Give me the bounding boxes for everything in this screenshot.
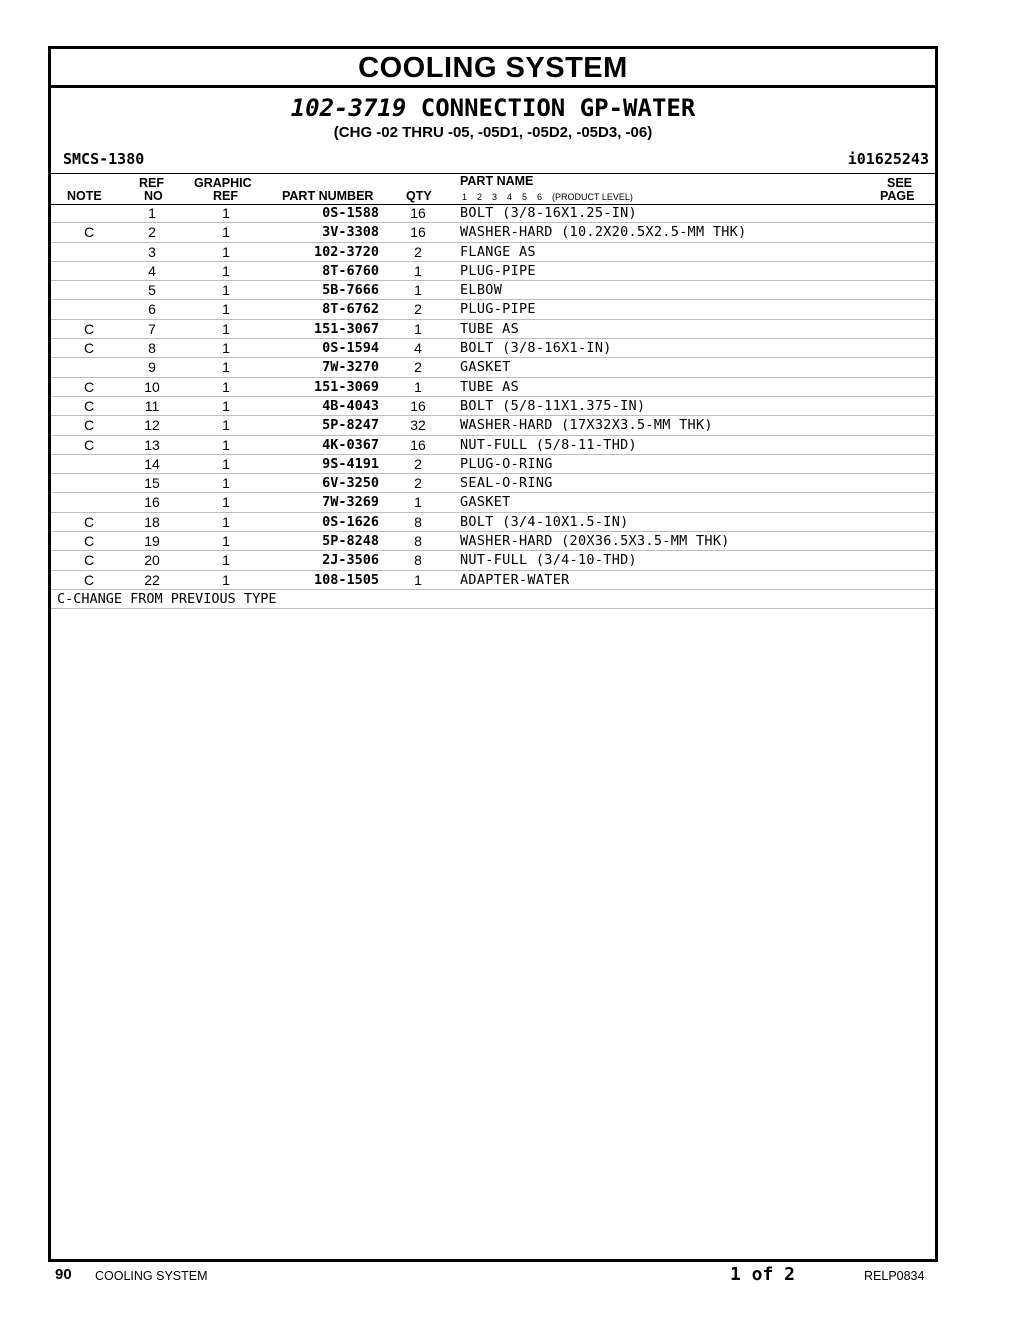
row-graphic-ref: 1	[222, 494, 230, 511]
footer-section: COOLING SYSTEM	[95, 1269, 208, 1283]
table-row	[51, 455, 935, 474]
row-part-number: 151-3069	[313, 378, 379, 395]
row-ref-no: 12	[144, 417, 160, 434]
row-ref-no: 20	[144, 552, 160, 569]
row-qty: 2	[414, 359, 422, 376]
row-ref-no: 5	[148, 282, 156, 299]
row-ref-no: 10	[144, 378, 160, 395]
row-qty: 1	[414, 320, 422, 337]
table-row	[51, 243, 935, 262]
row-part-name: SEAL-O-RING	[460, 475, 553, 492]
row-qty: 1	[414, 282, 422, 299]
row-ref-no: 4	[148, 262, 156, 279]
col-part-number: PART NUMBER	[282, 189, 374, 203]
col-product-level: 1 2 3 4 5 6 (PRODUCT LEVEL)	[462, 192, 633, 202]
row-ref-no: 19	[144, 533, 160, 550]
col-see-top: SEE	[887, 176, 913, 190]
row-qty: 1	[414, 262, 422, 279]
row-qty: 8	[414, 513, 422, 530]
row-ref-no: 18	[144, 513, 160, 530]
table-row	[51, 571, 935, 590]
row-graphic-ref: 1	[222, 552, 230, 569]
row-part-number: 2J-3506	[322, 552, 379, 569]
row-part-number: 7W-3270	[322, 359, 379, 376]
change-note: C-CHANGE FROM PREVIOUS TYPE	[51, 590, 935, 609]
row-qty: 16	[410, 397, 426, 414]
table-row	[51, 320, 935, 339]
row-part-number: 0S-1594	[322, 340, 379, 357]
row-note: C	[83, 571, 95, 588]
part-group-number: 102-3719	[290, 94, 407, 122]
row-part-name: BOLT (3/8-16X1.25-IN)	[460, 205, 637, 221]
row-part-number: 6V-3250	[322, 475, 379, 492]
row-note: C	[83, 397, 95, 414]
row-note: C	[83, 533, 95, 550]
part-group-heading	[51, 93, 935, 123]
row-note: C	[83, 320, 95, 337]
row-ref-no: 8	[148, 340, 156, 357]
row-part-name: WASHER-HARD (20X36.5X3.5-MM THK)	[460, 533, 730, 550]
row-qty: 16	[410, 224, 426, 241]
row-part-name: BOLT (5/8-11X1.375-IN)	[460, 397, 646, 414]
row-ref-no: 22	[144, 571, 160, 588]
col-see-bottom: PAGE	[880, 189, 915, 203]
row-qty: 4	[414, 340, 422, 357]
row-graphic-ref: 1	[222, 243, 230, 260]
applicability: (CHG -02 THRU -05, -05D1, -05D2, -05D3, -06)	[333, 124, 653, 141]
row-part-number: 151-3067	[313, 320, 379, 337]
row-part-number: 0S-1588	[322, 205, 379, 221]
row-graphic-ref: 1	[222, 475, 230, 492]
col-graphic-top: GRAPHIC	[194, 176, 252, 190]
row-graphic-ref: 1	[222, 224, 230, 241]
row-part-number: 4K-0367	[322, 436, 379, 453]
table-row	[51, 436, 935, 455]
table-row	[51, 397, 935, 416]
section-title: COOLING SYSTEM	[51, 49, 935, 88]
row-part-number: 5P-8247	[322, 417, 379, 434]
row-part-number: 5P-8248	[322, 533, 379, 550]
illustration-id: i01625243	[847, 150, 929, 168]
row-graphic-ref: 1	[222, 436, 230, 453]
col-ref-bottom: NO	[144, 189, 163, 203]
row-qty: 2	[414, 455, 422, 472]
row-graphic-ref: 1	[222, 320, 230, 337]
parts-table	[51, 204, 935, 609]
row-qty: 1	[414, 378, 422, 395]
row-part-number: 7W-3269	[322, 494, 379, 511]
col-graphic-bottom: REF	[213, 189, 238, 203]
row-note: C	[83, 417, 95, 434]
page-number: 90	[55, 1266, 72, 1283]
row-qty: 2	[414, 243, 422, 260]
row-part-name: PLUG-O-RING	[460, 455, 553, 472]
table-row	[51, 378, 935, 397]
row-note: C	[83, 378, 95, 395]
table-row	[51, 532, 935, 551]
row-qty: 32	[410, 417, 426, 434]
row-part-name: NUT-FULL (3/4-10-THD)	[460, 552, 637, 569]
table-row	[51, 513, 935, 532]
row-part-name: WASHER-HARD (10.2X20.5X2.5-MM THK)	[460, 224, 747, 241]
row-graphic-ref: 1	[222, 262, 230, 279]
table-row	[51, 281, 935, 300]
parts-table-body	[51, 204, 935, 590]
part-group-name: CONNECTION GP-WATER	[420, 94, 696, 122]
row-qty: 1	[414, 494, 422, 511]
row-graphic-ref: 1	[222, 359, 230, 376]
row-ref-no: 1	[148, 205, 156, 221]
row-part-name: WASHER-HARD (17X32X3.5-MM THK)	[460, 417, 713, 434]
table-row	[51, 551, 935, 570]
table-row	[51, 416, 935, 435]
row-part-number: 8T-6760	[322, 262, 379, 279]
row-part-name: PLUG-PIPE	[460, 262, 536, 279]
row-part-number: 8T-6762	[322, 301, 379, 318]
row-qty: 8	[414, 533, 422, 550]
row-part-name: BOLT (3/8-16X1-IN)	[460, 340, 612, 357]
row-ref-no: 11	[144, 397, 160, 414]
row-graphic-ref: 1	[222, 282, 230, 299]
row-ref-no: 14	[144, 455, 160, 472]
row-part-name: NUT-FULL (5/8-11-THD)	[460, 436, 637, 453]
page-footer	[0, 1262, 1020, 1292]
row-ref-no: 15	[144, 475, 160, 492]
row-graphic-ref: 1	[222, 301, 230, 318]
row-ref-no: 6	[148, 301, 156, 318]
row-note: C	[83, 552, 95, 569]
row-ref-no: 7	[148, 320, 156, 337]
table-row	[51, 223, 935, 242]
col-note: NOTE	[67, 189, 102, 203]
row-graphic-ref: 1	[222, 378, 230, 395]
row-note: C	[83, 436, 95, 453]
row-part-number: 108-1505	[313, 571, 379, 588]
row-ref-no: 3	[148, 243, 156, 260]
smcs-code: SMCS-1380	[63, 150, 145, 168]
row-part-number: 4B-4043	[322, 397, 379, 414]
table-row	[51, 300, 935, 319]
row-ref-no: 16	[144, 494, 160, 511]
row-graphic-ref: 1	[222, 340, 230, 357]
table-row	[51, 474, 935, 493]
row-graphic-ref: 1	[222, 417, 230, 434]
row-part-name: GASKET	[460, 359, 511, 376]
row-part-number: 9S-4191	[322, 455, 379, 472]
row-part-name: PLUG-PIPE	[460, 301, 536, 318]
table-row	[51, 339, 935, 358]
row-qty: 16	[410, 205, 426, 221]
row-part-name: ADAPTER-WATER	[460, 571, 570, 588]
row-qty: 8	[414, 552, 422, 569]
page-of: 1 of 2	[730, 1264, 796, 1285]
row-ref-no: 2	[148, 224, 156, 241]
col-part-name: PART NAME	[460, 174, 534, 188]
table-row	[51, 358, 935, 377]
row-part-name: TUBE AS	[460, 320, 519, 337]
row-ref-no: 9	[148, 359, 156, 376]
row-part-name: FLANGE AS	[460, 243, 536, 260]
row-qty: 16	[410, 436, 426, 453]
row-part-number: 102-3720	[313, 243, 379, 260]
row-graphic-ref: 1	[222, 397, 230, 414]
row-graphic-ref: 1	[222, 513, 230, 530]
row-part-name: BOLT (3/4-10X1.5-IN)	[460, 513, 629, 530]
row-part-name: ELBOW	[460, 282, 503, 299]
row-graphic-ref: 1	[222, 571, 230, 588]
row-part-number: 5B-7666	[322, 282, 379, 299]
row-graphic-ref: 1	[222, 455, 230, 472]
row-note: C	[83, 513, 95, 530]
row-qty: 2	[414, 301, 422, 318]
row-note: C	[83, 340, 95, 357]
row-part-name: TUBE AS	[460, 378, 519, 395]
col-ref-top: REF	[139, 176, 164, 190]
row-note: C	[83, 224, 95, 241]
table-row	[51, 262, 935, 281]
row-graphic-ref: 1	[222, 533, 230, 550]
row-part-name: GASKET	[460, 494, 511, 511]
col-qty: QTY	[406, 189, 432, 203]
row-graphic-ref: 1	[222, 205, 230, 221]
page-frame	[48, 46, 938, 1262]
row-part-number: 0S-1626	[322, 513, 379, 530]
row-part-number: 3V-3308	[322, 224, 379, 241]
table-row	[51, 493, 935, 512]
row-ref-no: 13	[144, 436, 160, 453]
table-row	[51, 204, 935, 223]
row-qty: 1	[414, 571, 422, 588]
document-code: RELP0834	[864, 1269, 925, 1283]
row-qty: 2	[414, 475, 422, 492]
table-header	[51, 173, 935, 205]
